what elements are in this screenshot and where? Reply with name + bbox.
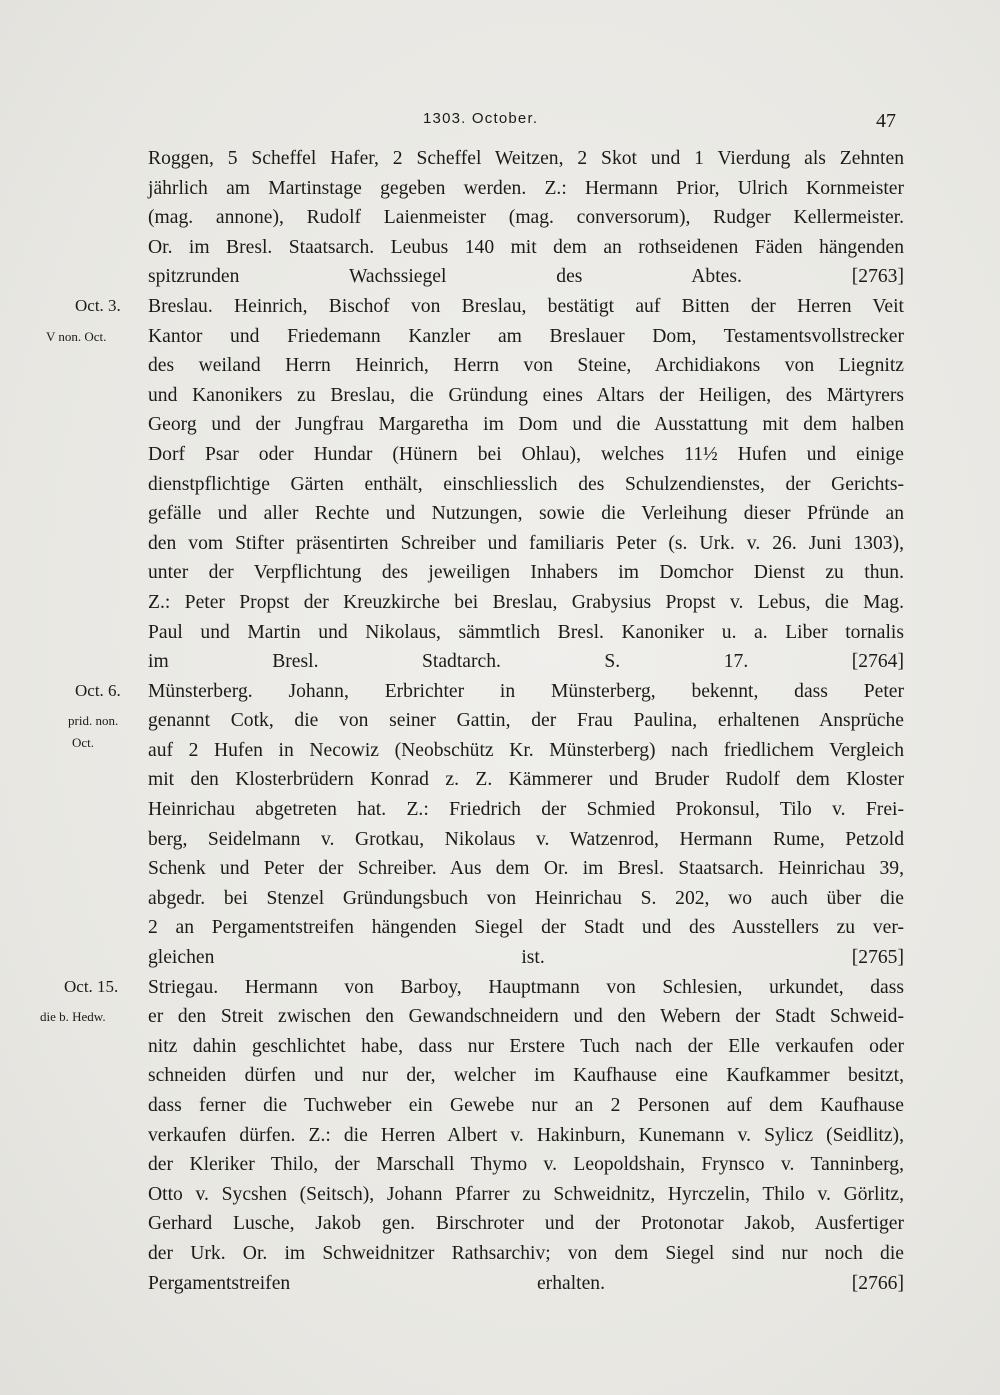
text-line [40,470,940,500]
line-text: Roggen, 5 Scheffel Hafer, 2 Scheffel Weitzen, 2 Skot und 1 Vierdung als Zehnten [148,148,904,169]
text-line [40,677,940,707]
text-line [40,262,940,292]
text-line [40,529,940,559]
text-line [40,913,940,943]
text-line [40,144,940,174]
text-line [40,1121,940,1151]
text-line [40,795,940,825]
line-text: Kantor und Friedemann Kanzler am Breslauer Dom, Testamentsvollstrecker [148,325,904,347]
line-text: auf 2 Hufen in Necowiz (Neobschütz Kr. Münsterberg) nach friedlichem Vergleich [148,739,904,761]
line-text: dienstpflichtige Gärten enthält, einschliesslich des Schulzendienstes, der Gerichts- [148,473,904,495]
line-text: dass ferner die Tuchweber ein Gewebe nur an 2 Personen auf dem Kaufhause [148,1095,904,1116]
line-text: der Kleriker Thilo, der Marschall Thymo v. Leopoldshain, Frynsco v. Tanninberg, [148,1154,904,1176]
text-line [40,558,940,588]
text-line [40,736,940,766]
line-text: Paul und Martin und Nikolaus, sämmtlich Bresl. Kanoniker u. a. Liber tornalis [148,621,904,643]
margin-date: Oct. 15. [64,976,119,996]
line-text: genannt Cotk, die von seiner Gattin, der Frau Paulina, erhaltenen Ansprüche [148,710,904,732]
line-text: Georg und der Jungfrau Margaretha im Dom und die Ausstattung mit dem halben [148,414,904,436]
line-text: Dorf Psar oder Hundar (Hünern bei Ohlau), welches 11½ Hufen und einige [148,443,904,465]
text-line [40,410,940,440]
line-text: Gerhard Lusche, Jakob gen. Birschroter und der Protonotar Jakob, Ausfertiger [148,1213,904,1235]
line-text: unter der Verpflichtung des jeweiligen Inhabers im Domchor Dienst zu thun. [148,562,904,584]
line-text: des weiland Herrn Heinrich, Herrn von Steine, Archidiakons von Liegnitz [148,355,904,377]
running-title: 1303. October. [423,110,539,127]
line-text: Pergamentstreifen erhalten. [2766] [148,1272,904,1294]
line-text: (mag. annone), Rudolf Laienmeister (mag. conversorum), Rudger Kellermeister. [148,207,904,229]
text-line [40,440,940,470]
text-line [40,647,940,677]
line-text: er den Streit zwischen den Gewandschneidern und den Webern der Stadt Schweid- [148,1006,904,1028]
line-text: jährlich am Martinstage gegeben werden. Z.: Hermann Prior, Ulrich Kornmeister [148,177,904,199]
body-text [40,144,940,1298]
text-line [40,825,940,855]
margin-note: die b. Hedw. [40,1009,106,1025]
line-text: im Bresl. Stadtarch. S. 17. [2764] [148,651,904,673]
text-line [40,499,940,529]
margin-date: Oct. 6. [75,680,121,700]
line-text: mit den Klosterbrüdern Konrad z. Z. Kämmerer und Bruder Rudolf dem Kloster [148,769,904,791]
line-text: Heinrichau abgetreten hat. Z.: Friedrich der Schmied Prokonsul, Tilo v. Frei- [148,799,904,821]
line-text: nitz dahin geschlichtet habe, dass nur Erstere Tuch nach der Elle verkaufen oder [148,1035,904,1057]
text-line [40,943,940,973]
text-line [40,351,940,381]
text-line [40,322,940,352]
line-text: Schenk und Peter der Schreiber. Aus dem Or. im Bresl. Staatsarch. Heinrichau 39, [148,858,904,880]
text-line [40,1269,940,1299]
margin-note: prid. non. [68,713,119,729]
text-line [40,174,940,204]
page-header [0,110,1000,134]
margin-note: V non. Oct. [46,328,107,344]
page-number: 47 [876,110,896,132]
line-text: spitzrunden Wachssiegel des Abtes. [2763] [148,266,904,288]
margin-date: Oct. 3. [75,295,121,315]
text-line [40,588,940,618]
text-line [40,1061,940,1091]
text-line [40,1180,940,1210]
line-text: und Kanonikers zu Breslau, die Gründung eines Altars der Heiligen, des Märtyrers [148,384,904,406]
margin-note: Oct. [72,734,95,750]
line-text: schneiden dürfen und nur der, welcher im Kaufhause eine Kaufkammer besitzt, [148,1065,904,1087]
line-text: Striegau. Hermann von Barboy, Hauptmann von Schlesien, urkundet, dass [148,976,904,998]
text-line [40,233,940,263]
line-text: abgedr. bei Stenzel Gründungsbuch von Heinrichau S. 202, wo auch über die [148,887,904,909]
line-text: Münsterberg. Johann, Erbrichter in Münsterberg, bekennt, dass Peter [148,680,904,702]
line-text: der Urk. Or. im Schweidnitzer Rathsarchiv; von dem Siegel sind nur noch die [148,1242,904,1264]
line-text: den vom Stifter präsentirten Schreiber und familiaris Peter (s. Urk. v. 26. Juni 1303), [148,532,904,554]
text-line [40,381,940,411]
line-text: gefälle und aller Rechte und Nutzungen, sowie die Verleihung dieser Pfründe an [148,503,904,525]
line-text: Z.: Peter Propst der Kreuzkirche bei Breslau, Grabysius Propst v. Lebus, die Mag. [148,591,904,613]
text-line [40,1091,940,1121]
line-text: gleichen ist. [2765] [148,947,904,969]
text-line [40,618,940,648]
text-line [40,1002,940,1032]
line-text: 2 an Pergamentstreifen hängenden Siegel der Stadt und des Ausstellers zu ver- [148,917,904,939]
text-line [40,884,940,914]
text-line [40,292,940,322]
line-text: berg, Seidelmann v. Grotkau, Nikolaus v. Watzenrod, Hermann Rume, Petzold [148,828,904,850]
line-text: verkaufen dürfen. Z.: die Herren Albert v. Hakinburn, Kunemann v. Sylicz (Seidlitz), [148,1124,904,1146]
text-line [40,854,940,884]
text-line [40,973,940,1003]
line-text: Or. im Bresl. Staatsarch. Leubus 140 mit dem an rothseidenen Fäden hängenden [148,236,904,258]
line-text: Breslau. Heinrich, Bischof von Breslau, bestätigt auf Bitten der Herren Veit [148,295,904,317]
text-line [40,1239,940,1269]
line-text: Otto v. Sycshen (Seitsch), Johann Pfarrer zu Schweidnitz, Hyrczelin, Thilo v. Görlitz, [148,1183,904,1205]
text-line [40,1209,940,1239]
text-line [40,1150,940,1180]
text-line [40,1032,940,1062]
text-line [40,765,940,795]
text-line [40,203,940,233]
